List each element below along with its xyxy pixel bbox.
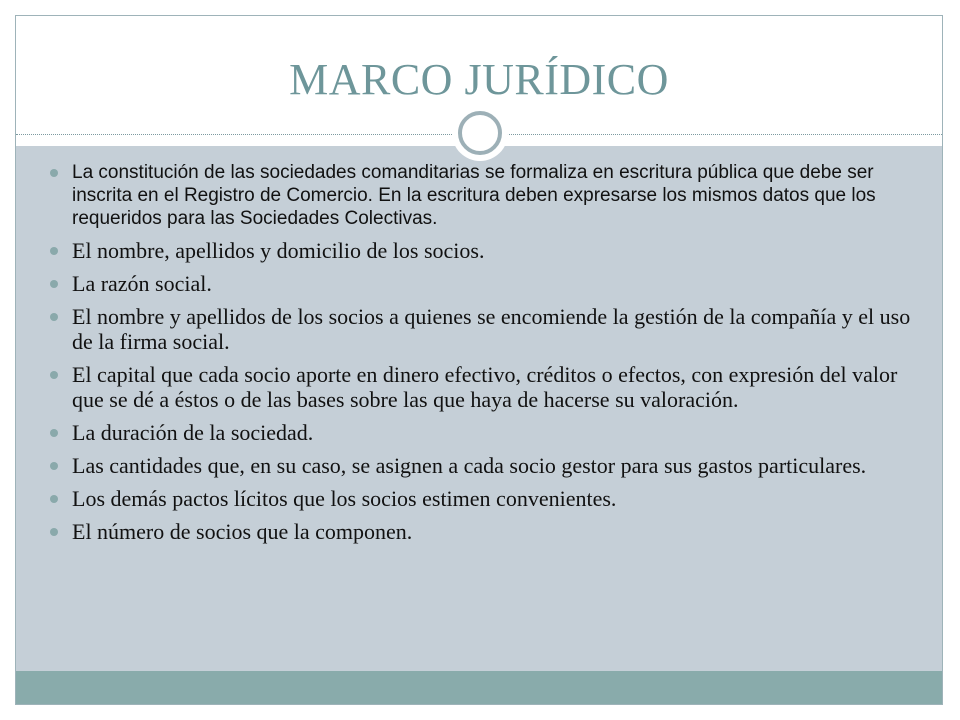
bullet-item [50, 362, 930, 412]
bullet-dot-icon [50, 462, 58, 470]
bullet-text: La duración de la sociedad. [72, 420, 314, 445]
bullet-text: La razón social. [72, 271, 212, 296]
bullet-dot-icon [50, 528, 58, 536]
bullet-dot-icon [50, 313, 58, 321]
bullet-dot-icon [50, 169, 58, 177]
bullet-dot-icon [50, 495, 58, 503]
bullet-item [50, 238, 930, 263]
bullet-list [50, 161, 930, 552]
bullet-item [50, 420, 930, 445]
bullet-dot-icon [50, 247, 58, 255]
bullet-text: Las cantidades que, en su caso, se asignen a cada socio gestor para sus gastos particulares. [72, 453, 867, 478]
ring-ornament-icon [452, 105, 508, 161]
bullet-text: La constitución de las sociedades comanditarias se formaliza en escritura pública que debe ser inscrita en el Registro de Comercio. En la escritura deben expresarse los mismos datos que los requeridos para las Sociedades Colectivas. [72, 162, 876, 229]
bullet-text: El nombre y apellidos de los socios a quienes se encomiende la gestión de la compañía y el uso de la firma social. [72, 304, 911, 354]
bullet-item [50, 486, 930, 511]
bullet-item [50, 453, 930, 478]
bullet-item [50, 161, 930, 230]
bullet-text: El capital que cada socio aporte en dinero efectivo, créditos o efectos, con expresión del valor que se dé a éstos o de las bases sobre las que haya de hacerse su valoración. [72, 362, 898, 412]
slide [15, 15, 943, 705]
bullet-text: El nombre, apellidos y domicilio de los socios. [72, 238, 485, 263]
bullet-item [50, 271, 930, 296]
slide-title: MARCO JURÍDICO [289, 55, 669, 104]
bullet-dot-icon [50, 429, 58, 437]
bullet-text: Los demás pactos lícitos que los socios estimen convenientes. [72, 486, 617, 511]
bullet-dot-icon [50, 371, 58, 379]
bullet-text: El número de socios que la componen. [72, 519, 413, 544]
footer-band [16, 671, 942, 705]
bullet-item [50, 304, 930, 354]
bullet-item [50, 519, 930, 544]
bullet-dot-icon [50, 280, 58, 288]
